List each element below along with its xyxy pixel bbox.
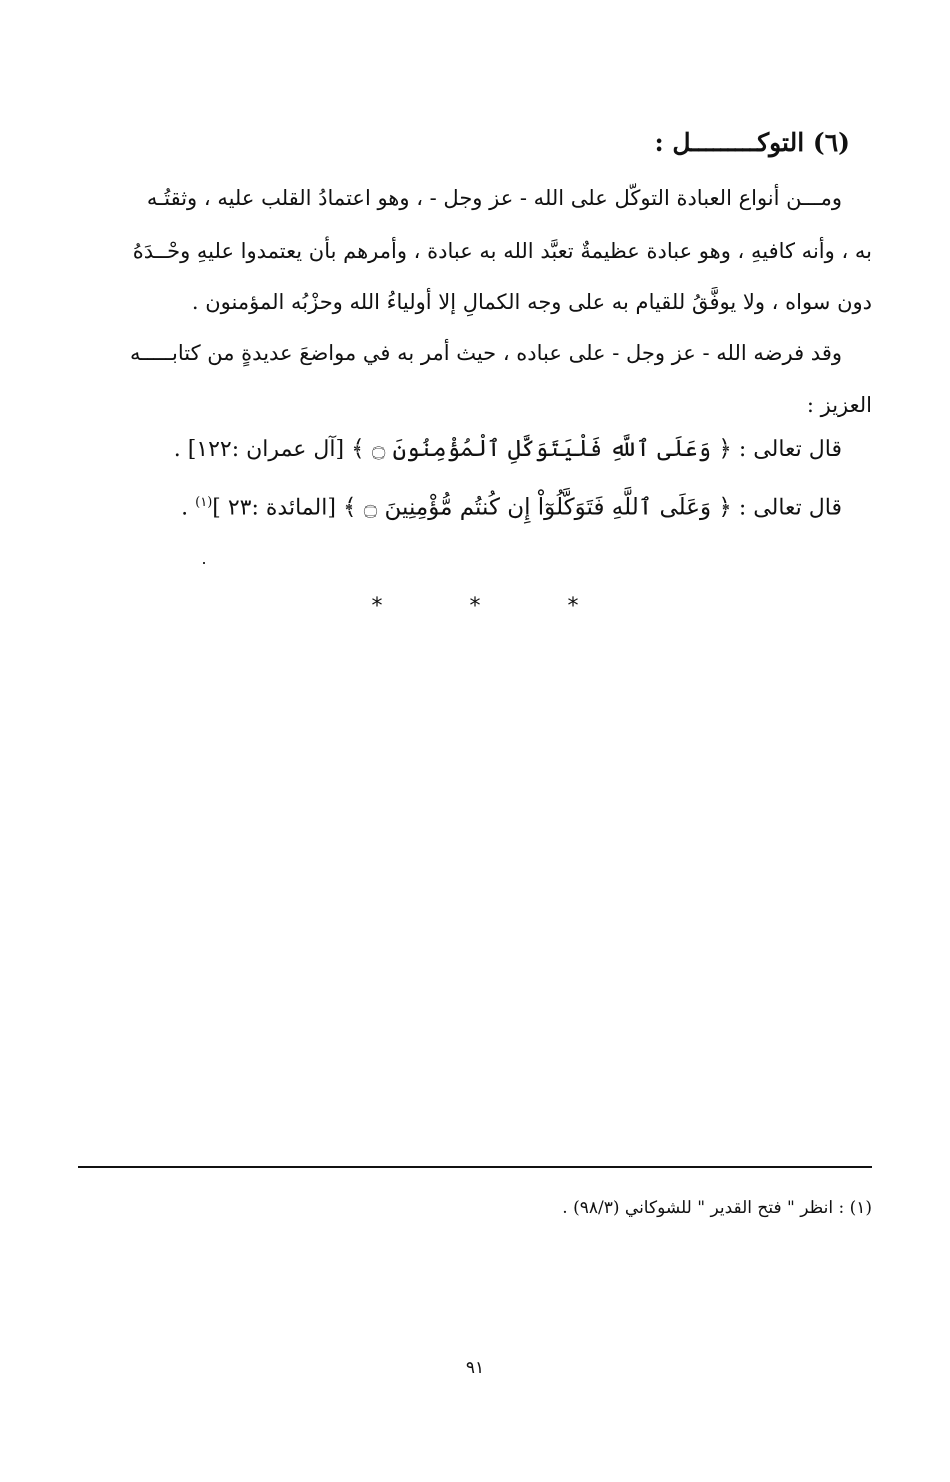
verse-intro: قال تعالى : — [738, 437, 842, 462]
verse-reference: [آل عمران :١٢٢] . — [173, 437, 345, 462]
verse-reference: [المائدة :٢٣ ] — [212, 495, 336, 521]
separator-star: * — [371, 594, 383, 619]
verse-end: . — [181, 495, 196, 521]
paragraph-2-line-1: وقد فرضه الله - عز وجل - على عباده ، حيث أمر به في مواضعَ عديدةٍ من كتابـــــه — [129, 341, 842, 365]
section-title: التوكـــــــــل : — [654, 128, 805, 157]
section-separator — [0, 594, 950, 619]
stray-mark — [203, 562, 205, 564]
verse-1 — [150, 432, 842, 467]
page-number: ٩١ — [465, 1358, 485, 1378]
separator-star: * — [567, 594, 579, 619]
footnote: (١) : انظر " فتح القدير " للشوكاني (٩٨/٣) . — [562, 1198, 872, 1218]
section-heading — [654, 128, 850, 157]
section-number: (٦) — [812, 128, 850, 157]
verse-intro: قال تعالى : — [738, 495, 842, 521]
paragraph-1-line-2: به ، وأنه كافيهِ ، وهو عبادة عظيمةٌ تعبَّد الله به عبادة ، وأمرهم بأن يعتمدوا عليهِ وحْــدَهُ — [132, 239, 872, 263]
paragraph-2-line-2: العزيز : — [806, 393, 872, 417]
footnote-marker[interactable]: (١) — [195, 495, 213, 510]
verse-2 — [150, 486, 842, 525]
footnote-divider — [78, 1166, 872, 1168]
verse-text: ﴿ وَعَلَى ٱللَّهِ فَلْيَتَوَكَّلِ ٱلْمُؤْمِنُونَ ۝ ﴾ — [351, 436, 732, 462]
verse-text: ﴿ وَعَلَى ٱللَّهِ فَتَوَكَّلُوٓاْ إِن كُنتُم مُّؤْمِنِينَ ۝ ﴾ — [342, 494, 732, 521]
paragraph-1-line-3: دون سواه ، ولا يوفَّقُ للقيام به على وجه الكمالِ إلا أولياءُ الله وحزْبُه المؤمنون . — [191, 290, 872, 314]
paragraph-1-line-1: ومـــن أنواع العبادة التوكُّل على الله - عز وجل - ، وهو اعتمادُ القلب عليه ، وثقتُـه — [146, 186, 842, 210]
separator-star: * — [469, 594, 481, 619]
